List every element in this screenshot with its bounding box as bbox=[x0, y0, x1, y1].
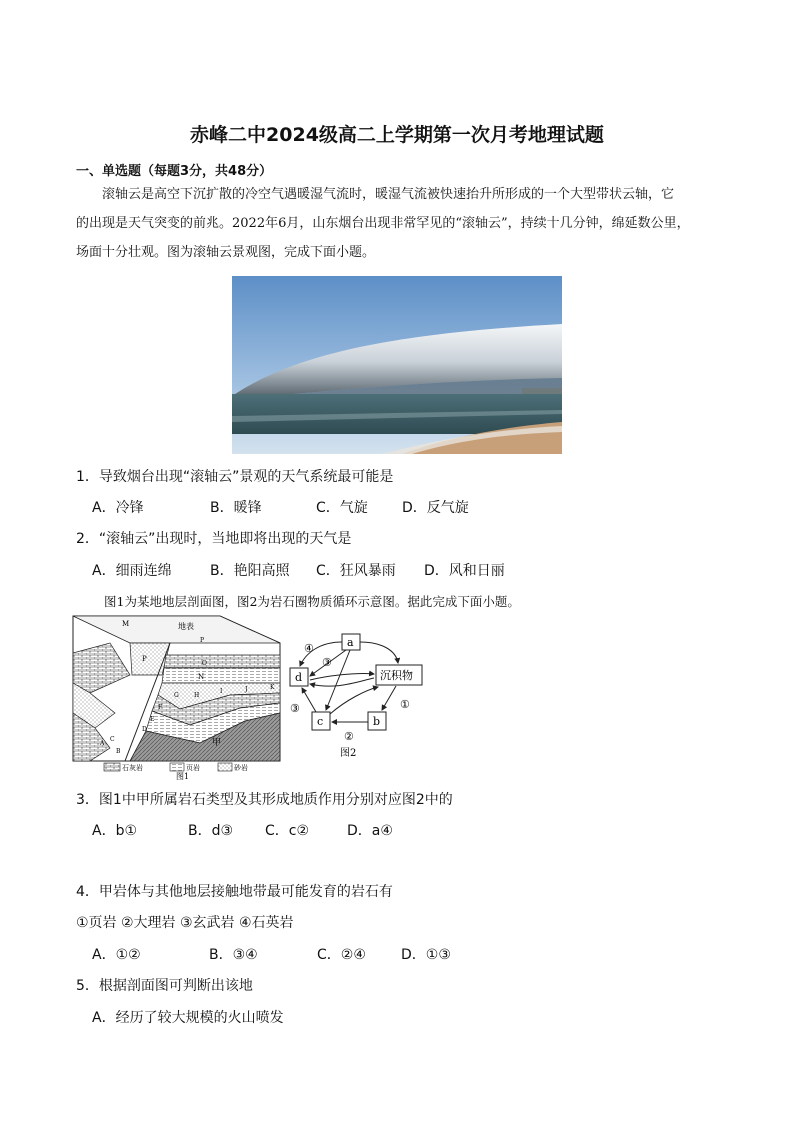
question-1-stem: 1．导致烟台出现“滚轴云”景观的天气系统最可能是 bbox=[76, 469, 394, 485]
q3-option-d[interactable]: D．a④ bbox=[347, 823, 393, 839]
q1-option-a[interactable]: A．冷锋 bbox=[92, 500, 144, 516]
fig1-legend-limestone: 石灰岩 bbox=[122, 764, 143, 772]
q4-option-c[interactable]: C．②④ bbox=[317, 947, 366, 963]
fig1-legend-sandstone: 砂岩 bbox=[234, 764, 248, 772]
fig1-label-jia: 甲 bbox=[212, 738, 222, 748]
q2-option-b[interactable]: B．艳阳高照 bbox=[210, 563, 290, 579]
fig2-arrow-4: ④ bbox=[304, 642, 314, 655]
q4-option-b[interactable]: B．③④ bbox=[209, 947, 258, 963]
svg-text:沉积物: 沉积物 bbox=[380, 669, 413, 682]
q1-option-b[interactable]: B．暖锋 bbox=[210, 500, 262, 516]
q2-option-c[interactable]: C．狂风暴雨 bbox=[316, 563, 396, 579]
question-2-options bbox=[92, 560, 505, 580]
fig1-label-surface: 地表 bbox=[178, 622, 194, 631]
q3-option-c[interactable]: C．c② bbox=[265, 823, 310, 839]
question-1-options bbox=[92, 497, 469, 517]
fig2-arrow-1: ① bbox=[400, 698, 410, 711]
fig1-label-a: A bbox=[100, 740, 105, 747]
svg-text:a: a bbox=[347, 636, 354, 649]
fig1-label-p: P bbox=[142, 655, 147, 663]
question-3-stem: 3．图1中甲所属岩石类型及其形成地质作用分别对应图2中的 bbox=[76, 792, 453, 808]
fig1-label-i: I bbox=[220, 688, 223, 695]
figure-intro: 图1为某地地层剖面图，图2为岩石圈物质循环示意图。据此完成下面小题。 bbox=[104, 594, 520, 609]
question-5-stem: 5．根据剖面图可判断出该地 bbox=[76, 978, 253, 994]
fig2-arrow-3-upper: ③ bbox=[322, 656, 332, 669]
page-title: 赤峰二中2024级高二上学期第一次月考地理试题 bbox=[190, 124, 604, 146]
fig2-arrow-2: ② bbox=[344, 730, 354, 743]
svg-text:d: d bbox=[295, 671, 303, 684]
figure-2-rock-cycle bbox=[286, 630, 426, 760]
fig1-label-c: C bbox=[110, 736, 115, 743]
intro-line-3: 场面十分壮观。图为滚轴云景观图，完成下面小题。 bbox=[76, 245, 376, 260]
q2-option-d[interactable]: D．风和日丽 bbox=[424, 563, 505, 579]
figure-1-strata-profile bbox=[70, 613, 288, 783]
q5-option-a[interactable]: A．经历了较大规模的火山喷发 bbox=[92, 1010, 284, 1026]
fig1-label-k: K bbox=[270, 684, 275, 691]
intro-paragraph bbox=[76, 180, 722, 267]
intro-line-2: 的出现是天气突变的前兆。2022年6月，山东烟台出现非常罕见的“滚轴云”，持续十几分钟，绵延数公里， bbox=[76, 216, 690, 231]
fig2-caption: 图2 bbox=[340, 748, 357, 759]
q3-option-b[interactable]: B．d③ bbox=[188, 823, 234, 839]
fig2-arrow-3-lower: ③ bbox=[290, 702, 300, 715]
fig1-label-p-top: P bbox=[200, 637, 205, 644]
fig1-label-e: E bbox=[150, 716, 155, 723]
svg-text:c: c bbox=[317, 715, 324, 728]
q3-option-a[interactable]: A．b① bbox=[92, 823, 138, 839]
fig1-label-o: O bbox=[202, 660, 207, 667]
question-4-choices: ①页岩 ②大理岩 ③玄武岩 ④石英岩 bbox=[76, 915, 294, 931]
fig1-label-d: D bbox=[142, 726, 147, 733]
question-4-options bbox=[92, 944, 451, 964]
fig1-label-j: J bbox=[245, 686, 248, 693]
intro-line-1: 滚轴云是高空下沉扩散的冷空气遇暖湿气流时，暖湿气流被快速抬升所形成的一个大型带状云轴，它 bbox=[102, 187, 675, 202]
fig1-label-n: N bbox=[198, 673, 205, 681]
svg-text:b: b bbox=[373, 715, 381, 728]
fig1-label-h: H bbox=[194, 692, 200, 699]
section-heading: 一、单选题（每题3分，共48分） bbox=[76, 164, 273, 179]
question-5-options bbox=[92, 1007, 284, 1027]
fig1-caption: 图1 bbox=[176, 772, 190, 781]
question-3-options bbox=[92, 820, 393, 840]
q2-option-a[interactable]: A．细雨连绵 bbox=[92, 563, 172, 579]
fig1-label-g: G bbox=[174, 692, 179, 699]
question-4-stem: 4．甲岩体与其他地层接触地带最可能发育的岩石有 bbox=[76, 884, 393, 900]
fig1-label-f: F bbox=[158, 704, 163, 711]
q1-option-d[interactable]: D．反气旋 bbox=[402, 500, 469, 516]
question-2-stem: 2．“滚轴云”出现时，当地即将出现的天气是 bbox=[76, 531, 352, 547]
fig1-label-b: B bbox=[116, 748, 121, 755]
fig1-legend-shale: 页岩 bbox=[186, 764, 200, 772]
q1-option-c[interactable]: C．气旋 bbox=[316, 500, 368, 516]
q4-option-a[interactable]: A．①② bbox=[92, 947, 141, 963]
fig1-label-m: M bbox=[122, 620, 130, 628]
roll-cloud-photo bbox=[232, 276, 562, 454]
q4-option-d[interactable]: D．①③ bbox=[401, 947, 451, 963]
